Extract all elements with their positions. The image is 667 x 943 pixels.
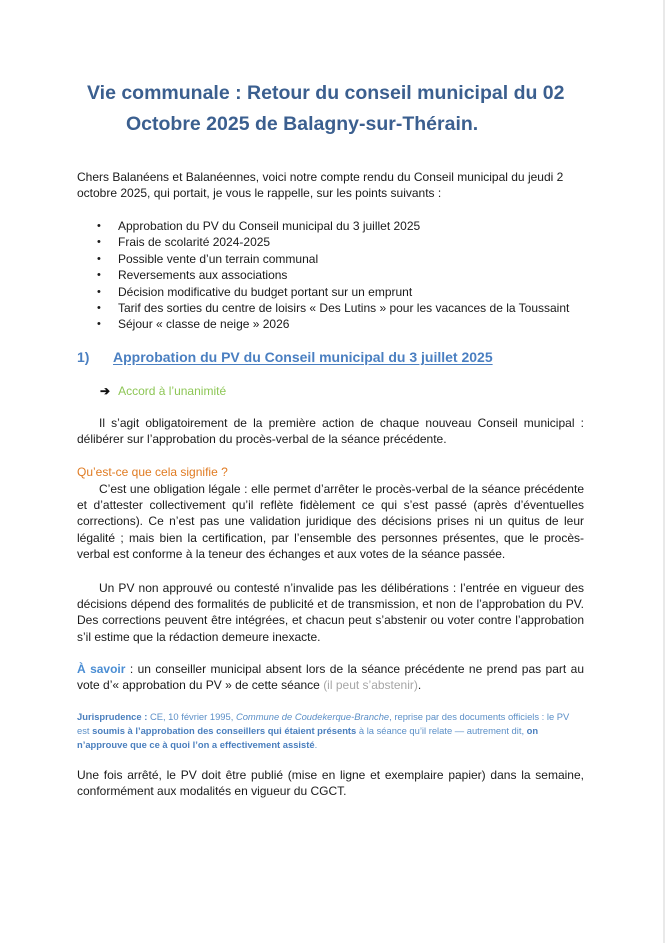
savoir-text: : un conseiller municipal absent lors de la séance précédente ne prend pas part au vote d’« approbation du PV » de cette séance [77, 662, 585, 693]
savoir-paragraph [77, 661, 584, 693]
section-heading-link[interactable]: Approbation du PV du Conseil municipal du 3 juillet 2025 [113, 349, 493, 365]
title-line-2: Octobre 2025 de Balagny-sur-Thérain. [126, 113, 479, 135]
agenda-item: • Approbation du PV du Conseil municipal du 3 juillet 2025 [77, 218, 617, 234]
decision-result: Accord à l’unanimité [118, 384, 227, 398]
savoir-aside: (il peut s’abstenir) [323, 678, 418, 693]
decision-line [100, 384, 226, 398]
agenda-item: • Frais de scolarité 2024-2025 [77, 234, 617, 250]
agenda-item: • Séjour « classe de neige » 2026 [77, 316, 617, 332]
paragraph-publication: Une fois arrêté, le PV doit être publié (mise en ligne et exemplaire papier) dans la semaine, conformément aux modalités en vigueur du CGCT. [77, 768, 584, 799]
jurisprudence-note [77, 710, 584, 752]
intro-paragraph: Chers Balanéens et Balanéennes, voici notre compte rendu du Conseil municipal du jeudi 2 octobre 2025, qui portait, je vous le rappelle, sur les points suivants : [77, 170, 564, 201]
agenda-item: • Tarif des sorties du centre de loisirs « Des Lutins » pour les vacances de la Toussaint [77, 300, 617, 316]
jurisprudence-emphasis: soumis à l’approbation des conseillers qui étaient présents [92, 725, 357, 736]
section-number: 1) [77, 349, 90, 365]
jurisprudence-ref: CE, 10 février 1995, [147, 711, 236, 722]
agenda-item: • Reversements aux associations [77, 267, 617, 283]
question-heading: Qu’est-ce que cela signifie ? [77, 465, 228, 479]
agenda-item: • Décision modificative du budget portant sur un emprunt [77, 284, 617, 300]
title-line-1: Vie communale : Retour du conseil municipal du 02 [87, 82, 565, 104]
agenda-item: • Possible vente d’un terrain communal [77, 251, 617, 267]
paragraph-pv-non-approuve: Un PV non approuvé ou contesté n’invalide pas les délibérations : l’entrée en vigueur des décisions dépend des formalités de publicité et de transmission, et non de l’approbation du PV. Des corrections peuvent être intégrées, et chacun peut s’abstenir ou voter contre l’approbation s’il estime que la rédaction demeure inexacte. [77, 581, 584, 644]
agenda-list [77, 218, 617, 333]
jurisprudence-text: . [314, 739, 318, 750]
paragraph-intro-pv: Il s’agit obligatoirement de la première action de chaque nouveau Conseil municipal : délibérer sur l’approbation du procès-verbal de la séance précédente. [77, 416, 584, 447]
page-edge-scrollbar[interactable] [663, 0, 665, 943]
paragraph-obligation: C’est une obligation légale : elle permet d’arrêter le procès-verbal de la séance précédente et d’attester collectivement qu’il reflète fidèlement ce qui s’est passé (après d’éventuelles corrections). Ce n’est pas une validation juridique des décisions prises ni un quitus de leur légalité ; mais bien la certification, par l’ensemble des personnes présentes, que le procès-verbal est conforme à la teneur des échanges et aux votes de la séance passée. [77, 482, 584, 561]
jurisprudence-text: , reprise par des documents officiels : le PV est [77, 711, 570, 736]
section-heading [77, 349, 493, 365]
jurisprudence-label: Jurisprudence : [77, 711, 148, 722]
savoir-label: À savoir [77, 662, 126, 676]
right-arrow-icon: ➔ [100, 384, 111, 398]
jurisprudence-case: Commune de Coudekerque-Branche [235, 711, 390, 722]
jurisprudence-text: à la séance qu’il relate — autrement dit, [356, 725, 527, 736]
jurisprudence-emphasis: on n’approuve que ce à quoi l’on a effectivement assisté [77, 725, 539, 750]
savoir-end: . [417, 678, 422, 693]
